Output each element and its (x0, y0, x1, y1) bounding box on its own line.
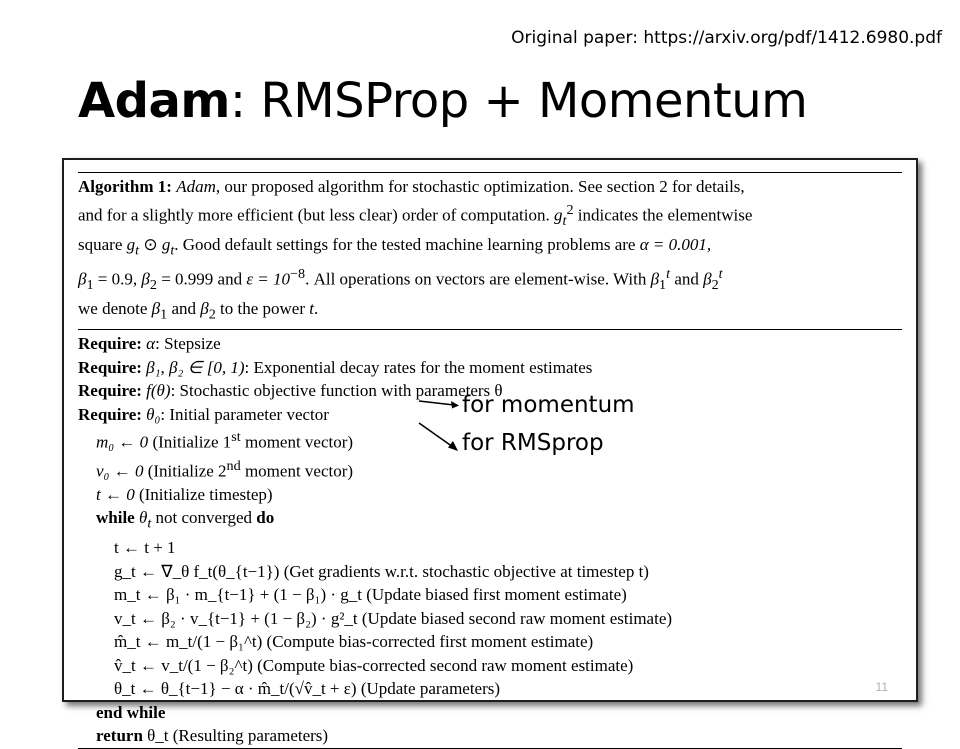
require-text: : Exponential decay rates for the moment estimates (244, 357, 593, 377)
loop-line: v̂_t ← v_t/(1 − β₂^t) (Compute bias-corrected second raw moment estimate) (114, 655, 634, 675)
require-text: : Initial parameter vector (160, 404, 329, 424)
caption-math: g (554, 205, 563, 225)
caption-line (78, 199, 902, 234)
caption-math: 2 (566, 201, 574, 218)
caption-text: , our proposed algorithm for stochastic optimization. See section 2 for details, (215, 177, 745, 196)
caption-math: t (309, 299, 314, 319)
init-text: (Initialize 2 (143, 461, 227, 481)
loop-line: θ_t ← θ_{t−1} − α · m̂_t/(√v̂_t + ε) (Update parameters) (114, 679, 501, 699)
require-keyword: Require: (78, 334, 142, 354)
return-text: θ_t (Resulting parameters) (142, 726, 329, 746)
caption-math: ⊙ (139, 235, 162, 255)
algorithm-caption (78, 173, 902, 329)
caption-text: . (314, 299, 319, 319)
caption-math: β (703, 269, 712, 289)
require-keyword: Require: (78, 357, 142, 377)
init-math: m₀ ← 0 (96, 433, 149, 453)
caption-text: . Good default settings for the tested machine learning problems are (174, 235, 640, 255)
caption-line (78, 297, 902, 327)
arrow-icon-rmsprop (418, 420, 460, 454)
caption-math: −8 (290, 265, 306, 282)
require-line (78, 356, 902, 380)
init-math: t ← 0 (96, 484, 135, 504)
caption-text: to the power (215, 299, 310, 319)
init-text: moment vector) (240, 433, 354, 453)
caption-text: and for a slightly more efficient (but less clear) order of computation. (78, 205, 554, 225)
caption-label: Algorithm 1: (78, 177, 172, 196)
caption-math: β (650, 269, 660, 289)
while-math: θ (138, 508, 148, 528)
init-text: (Initialize 1 (148, 433, 232, 453)
require-text: : Stepsize (155, 334, 221, 354)
require-text: : Stochastic objective function with parameters θ (170, 381, 503, 401)
caption-text: and (670, 269, 704, 289)
caption-math: α = 0.001, (639, 235, 712, 255)
caption-math: ε = 10 (246, 269, 290, 289)
caption-math: t (666, 265, 671, 282)
init-text: moment vector) (240, 461, 354, 481)
loop-line: t ← t + 1 (114, 538, 176, 558)
page-number: 11 (875, 680, 888, 694)
caption-math: β (141, 269, 150, 289)
slide-title (78, 73, 808, 129)
require-math: β₁, β₂ ∈ [0, 1) (146, 357, 245, 377)
caption-text: square (78, 235, 127, 255)
caption-math: t (135, 242, 140, 259)
caption-math: t (718, 265, 723, 282)
caption-text: . All operations on vectors are element-wise. With (305, 269, 651, 289)
algorithm-box (78, 172, 902, 749)
caption-text: indicates the elementwise (573, 205, 753, 225)
init-sup: nd (226, 457, 241, 474)
source-note: Original paper: https://arxiv.org/pdf/1412.6980.pdf (511, 28, 942, 48)
init-text: (Initialize timestep) (134, 484, 273, 504)
caption-line (78, 233, 902, 263)
caption-math: 1 (659, 276, 667, 293)
caption-math: g (161, 235, 171, 255)
caption-math: 2 (149, 276, 157, 293)
while-math: t (147, 515, 152, 532)
caption-text: = 0.999 and (156, 269, 247, 289)
loop-line: v_t ← β₂ · v_{t−1} + (1 − β₂) · g²_t (Update biased second raw moment estimate) (114, 608, 673, 628)
init-line-timestep (78, 483, 902, 507)
caption-math: 2 (208, 306, 216, 323)
annotation-momentum: for momentum (462, 392, 635, 418)
loop-line: m_t ← β₁ · m_{t−1} + (1 − β₁) · g_t (Update biased first moment estimate) (114, 585, 627, 605)
require-math: f(θ) (146, 381, 171, 401)
init-math: v₀ ← 0 (96, 461, 144, 481)
slide-title-rest: : RMSProp + Momentum (229, 73, 808, 129)
while-keyword: while (96, 508, 135, 528)
init-line-rmsprop (78, 455, 902, 483)
caption-math: 1 (160, 306, 168, 323)
loop-line: g_t ← ∇_θ f_t(θ_{t−1}) (Get gradients w.r.t. stochastic objective at timestep t) (114, 561, 649, 581)
caption-math: 2 (711, 276, 719, 293)
caption-line (78, 175, 902, 199)
require-math: α (146, 334, 156, 354)
caption-math: β (200, 299, 209, 319)
bottom-rule (78, 748, 902, 749)
loop-line: m̂_t ← m_t/(1 − β₁^t) (Compute bias-corrected first moment estimate) (114, 632, 594, 652)
caption-math: β (151, 299, 161, 319)
init-sup: st (231, 429, 241, 446)
caption-math: g (126, 235, 136, 255)
do-keyword: do (256, 508, 275, 528)
caption-text: we denote (78, 299, 152, 319)
caption-math: t (562, 212, 567, 229)
arrow-icon-momentum (418, 396, 460, 412)
caption-line (78, 263, 902, 298)
caption-text: and (167, 299, 201, 319)
end-while-line: end while (96, 702, 166, 722)
require-keyword: Require: (78, 404, 142, 424)
while-line (78, 506, 902, 536)
caption-text: = 0.9, (93, 269, 142, 289)
require-keyword: Require: (78, 381, 142, 401)
return-line (78, 724, 902, 748)
caption-math: 1 (86, 276, 94, 293)
caption-text: Adam (176, 177, 216, 196)
annotation-rmsprop: for RMSprop (462, 430, 604, 456)
require-line (78, 332, 902, 356)
require-math: θ₀ (146, 404, 161, 424)
caption-math: β (78, 269, 87, 289)
return-keyword: return (96, 726, 143, 746)
caption-math: t (170, 242, 175, 259)
while-text: not converged (151, 508, 257, 528)
slide-title-bold: Adam (78, 73, 230, 129)
